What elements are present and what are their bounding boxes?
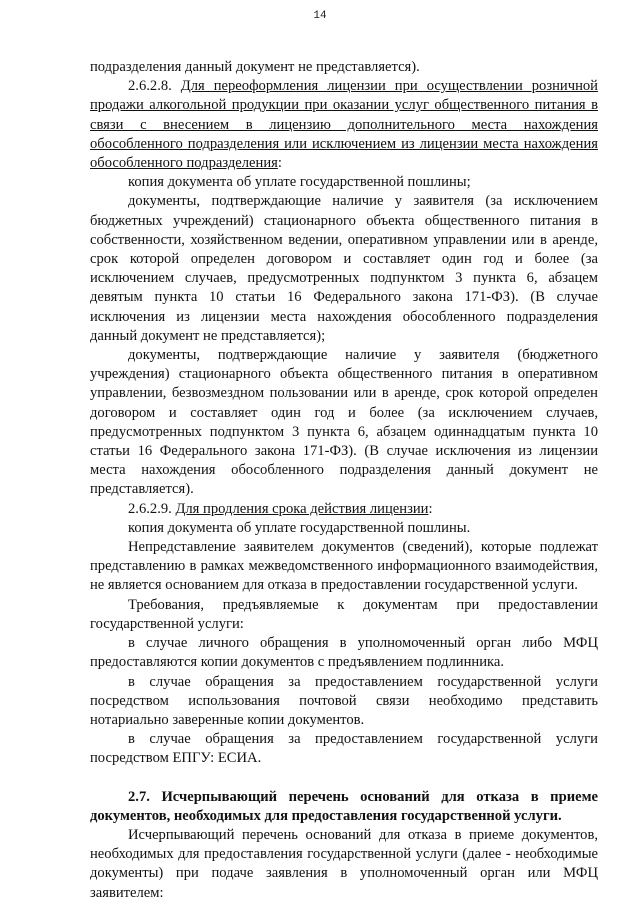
paragraph: в случае обращения за предоставлением государственной услуги посредством ЕПГУ: ЕСИА.	[90, 731, 598, 767]
section-title: Для продления срока действия лицензии	[175, 500, 429, 517]
document-body	[90, 58, 598, 903]
paragraph: документы, подтверждающие наличие у заявителя (бюджетного учреждения) стационарного объекта общественного питания в оперативном управлении, безвозмездном пользовании или в аренде, срок которой определен договором и составляет один год и более (за исключением случаев, предусмотренных подпунктом 3 пункта 6, абзацем одиннадцатым пункта 10 статьи 16 Федерального закона 171-ФЗ). (В случае исключения из лицензии места нахождения обособленного подразделения данный документ не представляется).	[90, 347, 598, 498]
section-title: Для переоформления лицензии при осуществлении розничной продажи алкогольной продукции при оказании услуг общественного питания в связи с внесением в лицензию дополнительного места нахождения обособленного подразделения или исключением из лицензии места нахождения обособленного подразделения	[90, 78, 598, 172]
paragraph: Исчерпывающий перечень оснований для отказа в приеме документов, необходимых для предоставления государственной услуги (далее - необходимые документы) при подаче заявления в уполномоченный орган или МФЦ заявителем:	[90, 826, 598, 901]
section-2-6-2-8	[90, 77, 598, 173]
page-number: 14	[313, 10, 327, 22]
section-colon: :	[428, 500, 433, 517]
section-2-6-2-9	[90, 500, 598, 519]
paragraph: Непредставление заявителем документов (сведений), которые подлежат представлению в рамках межведомственного информационного взаимодействия, не является основанием для отказа в предоставлении государственной услуги.	[90, 539, 598, 594]
section-heading-2-7: 2.7. Исчерпывающий перечень оснований для отказа в приеме документов, необходимых для предоставления государственной услуги.	[90, 788, 598, 824]
section-number: 2.6.2.9.	[128, 500, 176, 517]
paragraph: в случае обращения за предоставлением государственной услуги посредством использования почтовой связи необходимо представить нотариально заверенные копии документов.	[90, 673, 598, 728]
paragraph-continuation: подразделения данный документ не представляется).	[90, 59, 420, 75]
paragraph: документы, подтверждающие наличие у заявителя (за исключением бюджетных учреждений) стационарного объекта общественного питания в собственности, хозяйственном ведении, оперативном управлении или в аренде, срок которой определен договором и составляет один год и более (за исключением случаев, предусмотренных подпунктом 3 пункта 6, абзацем девятым пункта 10 статьи 16 Федерального закона 171-ФЗ). (В случае исключения из лицензии места нахождения обособленного подразделения данный документ не представляется);	[90, 193, 598, 344]
section-colon: :	[277, 155, 282, 172]
paragraph: Требования, предъявляемые к документам при предоставлении государственной услуги:	[90, 596, 598, 632]
paragraph: копия документа об уплате государственной пошлины.	[128, 519, 471, 536]
paragraph: в случае личного обращения в уполномоченный орган либо МФЦ предоставляются копии документов с предъявлением подлинника.	[90, 635, 598, 671]
paragraph: копия документа об уплате государственной пошлины;	[128, 174, 471, 191]
section-number: 2.6.2.8.	[128, 78, 181, 95]
